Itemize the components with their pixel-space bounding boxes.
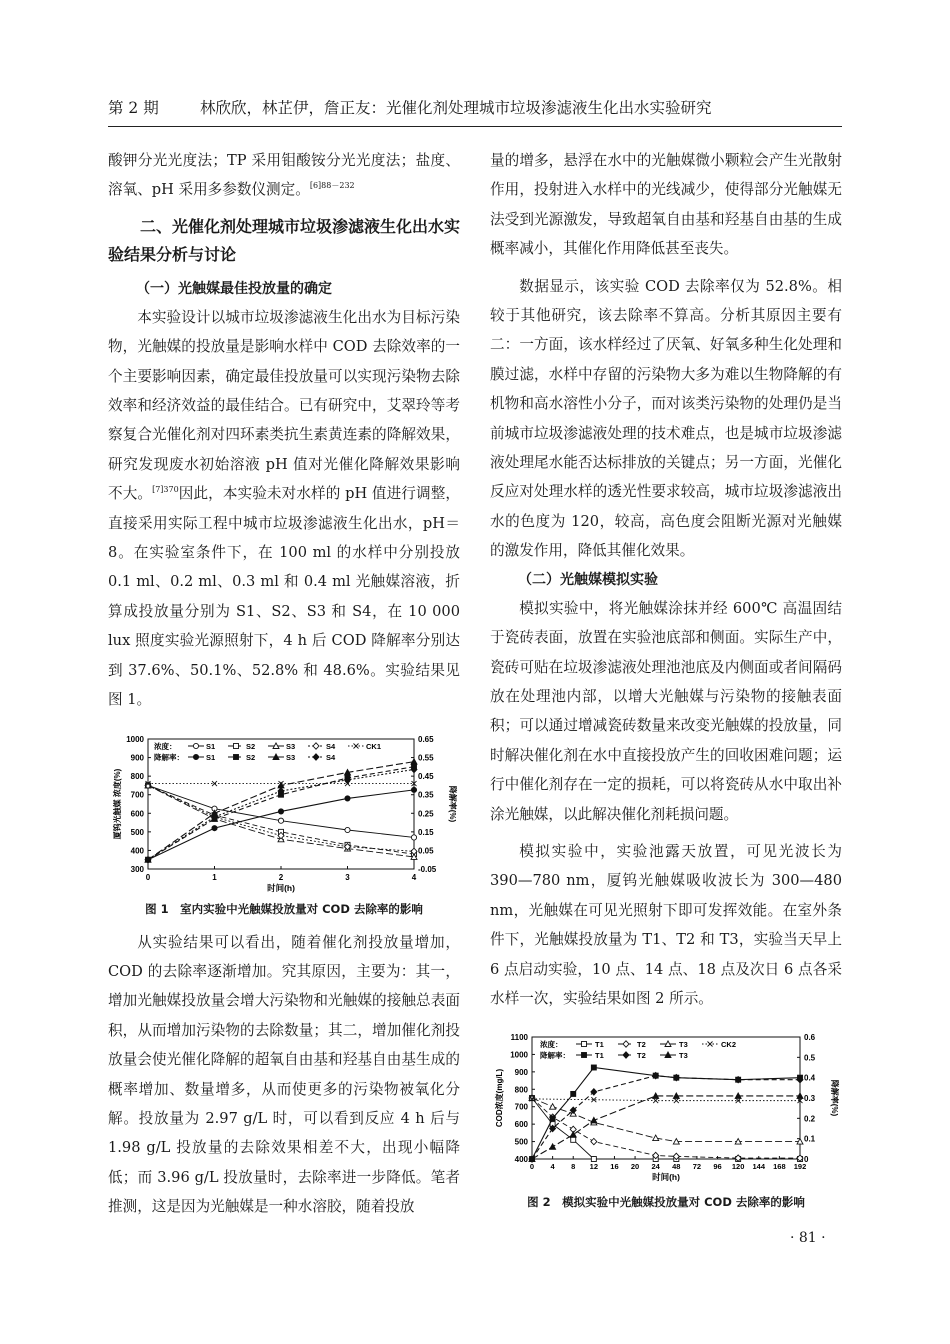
legend-label: T2 <box>637 1040 646 1050</box>
legend-label: T1 <box>595 1040 604 1050</box>
y-tick-label: 500 <box>514 1137 528 1147</box>
y2-tick-label: 0.5 <box>804 1053 816 1063</box>
left-column <box>108 146 460 1222</box>
x-tick-label: 4 <box>550 1162 555 1172</box>
x-tick-label: 0 <box>145 872 151 882</box>
x-tick-label: 1 <box>212 872 217 882</box>
paragraph: 数据显示，该实验 COD 去除率仅为 52.8%。相较于其他研究，该去除率不算高。分析其原因主要有二：一方面，该水样经过了厌氧、好氧多种生化处理和膜过滤，水样中存留的污染物大多为难以生物降解的有机物和高水溶性小分子，而对该类污染物的处理仍是当前城市垃圾渗滤液处理的技术难点，也是城市垃圾渗滤液处理尾水能否达标排放的关键点；另一方面，光催化反应对处理水样的透光性要求较高，城市垃圾渗滤液出水的色度为 120，较高，高色度会阻断光源对光触媒的激发作用，降低其催化效果。 <box>490 277 842 560</box>
data-point-s1-rate <box>411 787 416 792</box>
legend-label: S1 <box>206 741 216 751</box>
paragraph: 量的增多，悬浮在水中的光触媒微小颗粒会产生光散射作用，投射进入水样中的光线减少，使得部分光触媒无法受到光源激发，导致超氧自由基和羟基自由基的生成概率减小，其催化作用降低甚至丧失。 <box>490 152 842 258</box>
y-tick-label: 800 <box>514 1085 528 1095</box>
data-point-s1-conc <box>278 818 283 823</box>
y-tick-label: 600 <box>130 808 144 818</box>
y-axis-label: 厦钨光触媒 浓度(%) <box>113 768 122 839</box>
legend-label: T3 <box>679 1040 688 1050</box>
legend-marker <box>193 754 198 759</box>
legend-rate-label: 降解率： <box>540 1051 570 1061</box>
x-tick-label: 72 <box>692 1162 702 1172</box>
figure-caption: 图 1 室内实验中光触媒投放量对 COD 去除率的影响 <box>145 901 423 916</box>
legend-concentration-label: 浓度： <box>540 1040 563 1050</box>
y-tick-label: 500 <box>130 827 144 837</box>
data-point-t3-conc <box>653 1135 659 1141</box>
legend-marker <box>313 753 319 759</box>
y2-tick-label: 0.65 <box>418 734 434 744</box>
y2-tick-label: -0.05 <box>418 864 437 874</box>
y2-tick-label: 0.2 <box>804 1114 816 1124</box>
legend-label: S4 <box>326 752 336 762</box>
legend-label: CK1 <box>366 741 382 751</box>
y-tick-label: 400 <box>130 845 144 855</box>
data-point-t1-rate <box>550 1116 555 1121</box>
data-point-t3-rate <box>570 1132 576 1138</box>
y-tick-label: 700 <box>514 1103 528 1113</box>
legend-marker <box>234 754 239 759</box>
y2-tick-label: 0.3 <box>804 1094 816 1104</box>
y-tick-label: 900 <box>130 753 144 763</box>
figure-1 <box>108 731 460 918</box>
y2-axis-label: 降解率(%) <box>830 1080 839 1117</box>
subsection-heading: （一）光触媒最佳投放量的确定 <box>136 280 332 297</box>
legend-label: S2 <box>246 741 256 751</box>
paragraph: 从实验结果可以看出，随着催化剂投放量增加，COD 的去除率逐渐增加。究其原因，主要为：其一，增加光触媒投放量会增大污染物和光触媒的接触总表面积，从而增加污染物的去除数量；其二，增加催化剂投放量会使光催化降解的超氧自由基和羟基自由基生成的概率增加、数量增多，从而使更多的污染物被氧化分解。投放量为 2.97 g/L 时，可以看到反应 4 h 后与 1.98 g/L 投放量的去除效果相差不大，出现小幅降低；而 3.96 g/L 投放量时，去除率进一步降低。笔者推测，这是因为光触媒是一种水溶胶，随着投放 <box>108 933 460 1216</box>
x-tick-label: 2 <box>278 872 284 882</box>
y2-tick-label: 0.55 <box>418 753 434 763</box>
legend-marker <box>623 1041 629 1047</box>
page-number: · 81 · <box>790 1230 826 1246</box>
paragraph: 酸钾分光光度法；TP 采用钼酸铵分光光度法；盐度、溶氧、pH 采用多参数仪测定。$^{[6]88-232}$ <box>108 152 460 199</box>
right-column <box>490 146 842 1221</box>
y-axis-label: COD浓度(mg/L) <box>495 1069 504 1128</box>
legend-concentration-label: 浓度： <box>154 741 177 751</box>
x-tick-label: 120 <box>731 1162 745 1172</box>
series-line-s1-rate <box>148 789 414 859</box>
legend-marker <box>313 742 319 748</box>
figure-caption: 图 2 模拟实验中光触媒投放量对 COD 去除率的影响 <box>527 1195 805 1210</box>
x-tick-label: 96 <box>713 1162 722 1172</box>
x-tick-label: 48 <box>672 1162 681 1172</box>
y-tick-label: 400 <box>514 1155 528 1165</box>
data-point-s1-conc <box>345 827 350 832</box>
paragraph: 模拟实验中，实验池露天放置，可见光波长为 390—780 nm，厦钨光触媒吸收波长为 300—480 nm，光触媒在可见光照射下即可发挥效能。在室外条件下，光触媒投放量为 T1、T2 和 T3，实验当天早上 6 点启动实验，10 点、14 点、18 点及次日 6 点各采水样一次，实验结果如图 2 所示。 <box>490 842 842 1007</box>
y-tick-label: 1000 <box>510 1050 528 1060</box>
x-tick-label: 168 <box>773 1162 786 1172</box>
citation: [6]88－232 <box>309 181 355 191</box>
chart-1 <box>108 731 460 896</box>
subsection-heading: （二）光触媒模拟实验 <box>518 571 658 588</box>
y-tick-label: 1100 <box>510 1033 528 1043</box>
y2-tick-label: 0.4 <box>804 1074 816 1084</box>
y-tick-label: 1000 <box>126 734 144 744</box>
x-tick-label: 24 <box>651 1162 660 1172</box>
y-tick-label: 800 <box>130 771 144 781</box>
y2-tick-label: 0.45 <box>418 771 434 781</box>
legend-label: S2 <box>246 752 256 762</box>
x-tick-label: 4 <box>411 872 417 882</box>
legend-marker <box>582 1042 587 1047</box>
section-heading: 二、光催化剂处理城市垃圾渗滤液生化出水实验结果分析与讨论 <box>108 216 461 264</box>
x-tick-label: 144 <box>752 1162 766 1172</box>
data-point-t2-conc <box>591 1139 597 1145</box>
legend-marker <box>234 743 239 748</box>
data-point-t1-rate <box>591 1065 596 1070</box>
x-tick-label: 192 <box>793 1162 807 1172</box>
legend-marker <box>582 1053 587 1058</box>
x-tick-label: 0 <box>529 1162 535 1172</box>
legend-rate-label: 降解率： <box>154 752 184 762</box>
running-title: 林欣欣，林芷伊，詹正友：光催化剂处理城市垃圾渗滤液生化出水实验研究 <box>200 99 712 117</box>
x-tick-label: 3 <box>345 872 350 882</box>
legend-label: S1 <box>206 752 216 762</box>
y2-tick-label: 0.6 <box>804 1033 816 1043</box>
figure-2 <box>490 1029 842 1211</box>
issue-label: 第 2 期 <box>108 99 159 117</box>
paragraph: 模拟实验中，将光触媒涂抹并经 600℃ 高温固结于瓷砖表面，放置在实验池底部和侧面。实际生产中，瓷砖可贴在垃圾渗滤液处理池池底及内侧面或者间隔码放在处理池内部，以增大光触媒与污染物的接触表面积；可以通过增减瓷砖数量来改变光触媒的投放量，同时解决催化剂在水中直接投放产生的回收困难问题；运行中催化剂存在一定的损耗，可以将瓷砖从水中取出补涂光触媒，以此解决催化剂耗损问题。 <box>490 599 842 823</box>
legend-marker <box>623 1052 629 1058</box>
y-tick-label: 700 <box>130 790 144 800</box>
series-line-t2-rate <box>532 1076 800 1159</box>
y2-tick-label: 0.35 <box>418 790 434 800</box>
chart-2 <box>490 1029 842 1189</box>
data-point-t1-conc <box>571 1138 576 1143</box>
data-point-s3-rate <box>411 758 417 764</box>
paragraph: 本实验设计以城市垃圾渗滤液生化出水为目标污染物，光触媒的投放量是影响水样中 COD 去除效率的一个主要影响因素，确定最佳投放量可以实现污染物去除效率和经济效益的最佳结合。已有研究中，艾翠玲等考察复合光催化剂对四环素类抗生素黄连素的降解效果，研究发现废水初始溶液 pH 值对光催化降解效果影响不大。$^{[7]370}$因此，本实验未对水样的 pH 值进行调整，直接采用实际工程中城市垃圾渗滤液生化出水，pH＝8。在实验室条件下，在 100 ml 的水样中分别投放 0.1 ml、0.2 ml、0.3 ml 和 0.4 ml 光触媒溶液，折算成投放量分别为 S1、S2、S3 和 S4，在 10 000 lux 照度实验光源照射下，4 h 后 COD 降解率分别达到 37.6%、50.1%、52.8% 和 48.6%。实验结果见图 1。 <box>108 308 460 709</box>
data-point-t3-conc <box>550 1104 556 1110</box>
legend-label: S3 <box>286 752 296 762</box>
data-point-s1-rate <box>345 795 350 800</box>
y2-axis-label: 降解率(%) <box>448 785 457 822</box>
y-tick-label: 300 <box>130 864 144 874</box>
y2-tick-label: 0.25 <box>418 808 434 818</box>
x-tick-label: 20 <box>630 1162 640 1172</box>
data-point-s1-conc <box>411 834 416 839</box>
y2-tick-label: 0.1 <box>804 1135 816 1145</box>
x-tick-label: 12 <box>589 1162 599 1172</box>
series-line-ck2-conc <box>532 1099 800 1101</box>
y2-tick-label: 0.05 <box>418 845 434 855</box>
data-point-s1-rate <box>278 808 283 813</box>
x-tick-label: 8 <box>571 1162 576 1172</box>
data-point-t3-rate <box>550 1144 556 1150</box>
y-tick-label: 900 <box>514 1068 528 1078</box>
x-axis-label: 时间(h) <box>267 882 295 893</box>
citation: [7]370 <box>152 485 179 495</box>
x-axis-label: 时间(h) <box>652 1172 680 1183</box>
header-rule <box>108 126 842 127</box>
y2-tick-label: 0 <box>804 1155 809 1165</box>
legend-label: T3 <box>679 1051 688 1061</box>
data-point-s1-rate <box>212 825 217 830</box>
legend-marker <box>193 743 198 748</box>
legend-label: CK2 <box>721 1040 737 1050</box>
legend-label: S4 <box>326 741 336 751</box>
data-point-t1-conc <box>591 1157 596 1162</box>
data-point-t1-rate <box>571 1092 576 1097</box>
y2-tick-label: 0.15 <box>418 827 434 837</box>
legend-label: S3 <box>286 741 296 751</box>
legend-label: T2 <box>637 1051 646 1061</box>
x-tick-label: 16 <box>610 1162 619 1172</box>
y-tick-label: 600 <box>514 1120 528 1130</box>
legend-label: T1 <box>595 1051 604 1061</box>
